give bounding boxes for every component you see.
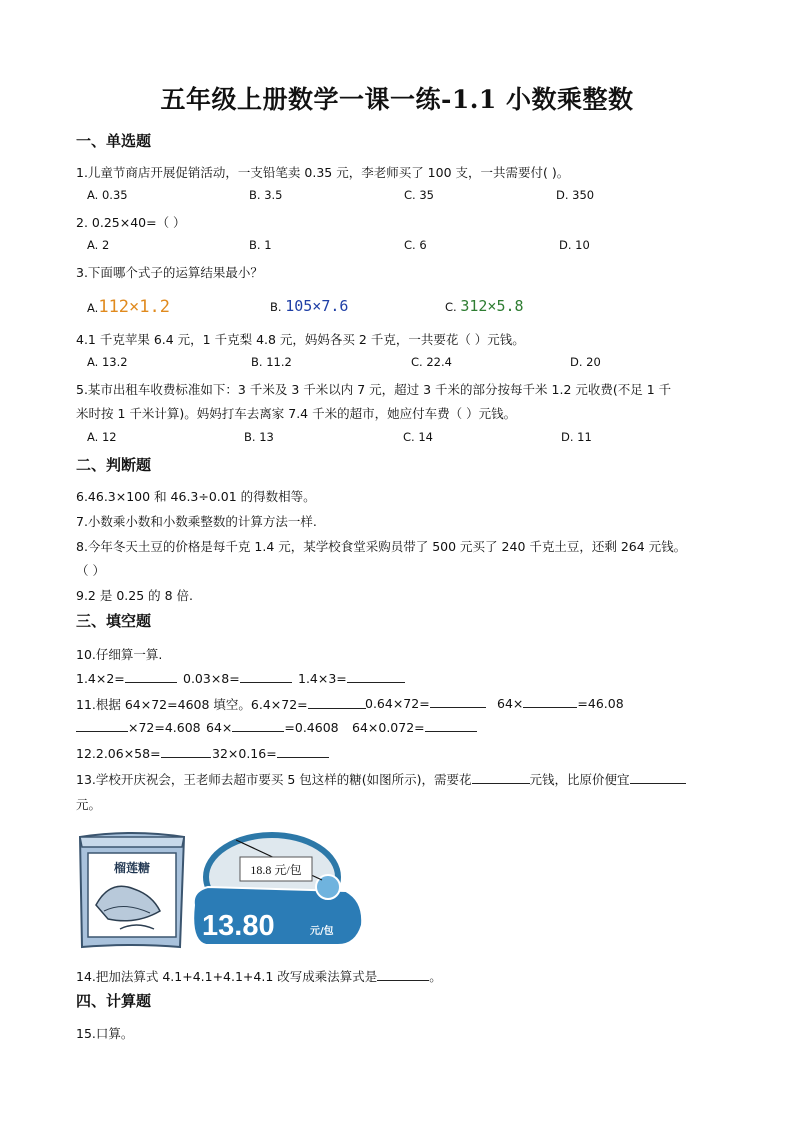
answer-blank[interactable] <box>277 745 329 758</box>
q4-option-c: C. 22.4 <box>411 355 452 369</box>
q2-option-b: B. 1 <box>249 238 272 252</box>
q11-item-f <box>352 719 477 735</box>
answer-blank[interactable] <box>472 771 530 784</box>
q2-option-d: D. 10 <box>559 238 590 252</box>
q2-option-a: A. 2 <box>87 238 110 252</box>
question-7: 7.小数乘小数和小数乘整数的计算方法一样. <box>76 514 317 529</box>
q13-mid: 元钱，比原价便宜 <box>529 772 630 787</box>
question-6: 6.46.3×100 和 46.3÷0.01 的得数相等。 <box>76 489 316 504</box>
question-12-a <box>76 745 211 761</box>
q11-c-label-1: 64× <box>497 696 524 711</box>
q5-option-a: A. 12 <box>87 430 117 444</box>
new-price-unit: 元/包 <box>310 926 334 937</box>
answer-blank[interactable] <box>425 719 477 732</box>
section-heading-fill-in: 三、填空题 <box>76 612 152 630</box>
q3-formula-b: 105×7.6 <box>285 297 349 315</box>
q11-d-label: ×72=4.608 <box>128 720 201 735</box>
question-11-line-1 <box>76 695 366 713</box>
q11-prefix: 11.根据 64×72=4608 填空。6.4×72= <box>76 697 308 712</box>
q1-option-c: C. 35 <box>404 188 434 202</box>
answer-blank[interactable] <box>347 670 405 683</box>
q3-option-c <box>445 297 524 315</box>
q10-item-3-label: 1.4×3= <box>298 671 347 686</box>
question-2: 2. 0.25×40=（ ） <box>76 215 186 230</box>
q11-b-label: 0.64×72= <box>365 696 430 711</box>
new-price: 13.80 <box>202 910 275 942</box>
answer-blank[interactable] <box>308 696 366 709</box>
question-9: 9.2 是 0.25 的 8 倍. <box>76 588 194 603</box>
answer-blank[interactable] <box>232 719 284 732</box>
question-4: 4.1 千克苹果 6.4 元，1 千克梨 4.8 元，妈妈各买 2 千克，一共要花（ ）元钱。 <box>76 332 525 347</box>
question-5-line-1: 5.某市出租车收费标准如下：3 千米及 3 千米以内 7 元，超过 3 千米的部分按每千米 1.2 元收费(不足 1 千 <box>76 382 672 397</box>
question-12-b <box>212 745 329 761</box>
q10-item-2 <box>183 670 292 686</box>
q11-item-c <box>497 695 624 711</box>
q10-item-1-label: 1.4×2= <box>76 671 125 686</box>
q13-text: 13.学校开庆祝会，王老师去超市要买 5 包这样的糖(如图所示)，需要花 <box>76 772 472 787</box>
q10-item-3 <box>298 670 405 686</box>
question-10: 10.仔细算一算. <box>76 647 163 662</box>
q3-option-b <box>270 297 348 315</box>
q5-option-d: D. 11 <box>561 430 592 444</box>
q4-option-b: B. 11.2 <box>251 355 292 369</box>
question-11-line-2 <box>76 719 201 735</box>
q2-option-c: C. 6 <box>404 238 427 252</box>
q11-item-b <box>365 695 486 711</box>
answer-blank[interactable] <box>630 771 686 784</box>
section-heading-true-false: 二、判断题 <box>76 456 152 474</box>
q1-option-d: D. 350 <box>556 188 595 202</box>
page-title: 五年级上册数学一课一练-1.1 小数乘整数 <box>160 85 634 114</box>
answer-blank[interactable] <box>161 745 211 758</box>
question-5-line-2: 米时按 1 千米计算)。妈妈打车去离家 7.4 千米的超市，她应付车费（ ）元钱。 <box>76 406 517 421</box>
answer-blank[interactable] <box>523 695 577 708</box>
question-8-line-1: 8.今年冬天土豆的价格是每千克 1.4 元，某学校食堂采购员带了 500 元买了 240 千克土豆，还剩 264 元钱。 <box>76 539 687 554</box>
q1-option-a: A. 0.35 <box>87 188 128 202</box>
q11-f-label: 64×0.072= <box>352 720 425 735</box>
q5-option-c: C. 14 <box>403 430 433 444</box>
candy-price-illustration <box>76 825 366 950</box>
q12-b-label: 32×0.16= <box>212 746 277 761</box>
candy-bag-icon <box>80 833 184 947</box>
question-14 <box>76 967 442 985</box>
answer-blank[interactable] <box>430 695 486 708</box>
answer-blank[interactable] <box>125 670 177 683</box>
q11-c-label-2: =46.08 <box>577 696 624 711</box>
question-13-line-1 <box>76 770 686 788</box>
answer-blank[interactable] <box>377 968 429 981</box>
q4-option-a: A. 13.2 <box>87 355 128 369</box>
q3-option-b-letter: B. <box>270 300 282 314</box>
q10-item-1 <box>76 670 177 686</box>
q4-option-d: D. 20 <box>570 355 601 369</box>
q14-end: 。 <box>429 969 442 984</box>
question-8-line-2: （ ） <box>76 563 105 578</box>
section-heading-single-choice: 一、单选题 <box>76 132 152 150</box>
q3-formula-a: 112×1.2 <box>98 297 170 317</box>
answer-blank[interactable] <box>76 719 128 732</box>
q3-option-c-letter: C. <box>445 300 457 314</box>
q10-item-2-label: 0.03×8= <box>183 671 240 686</box>
q12-a-label: 12.2.06×58= <box>76 746 161 761</box>
q5-option-b: B. 13 <box>244 430 274 444</box>
q11-item-e <box>206 719 339 735</box>
candy-bag-label: 榴莲糖 <box>113 861 151 875</box>
section-heading-calculation: 四、计算题 <box>76 992 152 1010</box>
question-15: 15.口算。 <box>76 1026 134 1041</box>
q11-e-label-2: =0.4608 <box>284 720 339 735</box>
q3-formula-c: 312×5.8 <box>460 297 524 315</box>
q1-option-b: B. 3.5 <box>249 188 283 202</box>
q3-option-a-letter: A. <box>87 301 99 315</box>
question-13-line-2: 元。 <box>76 797 102 812</box>
question-3: 3.下面哪个式子的运算结果最小？ <box>76 265 263 280</box>
question-1: 1.儿童节商店开展促销活动，一支铅笔卖 0.35 元，李老师买了 100 支，一共需要付( )。 <box>76 165 570 180</box>
q3-option-a <box>87 297 170 317</box>
answer-blank[interactable] <box>240 670 292 683</box>
q11-e-label-1: 64× <box>206 720 233 735</box>
q14-text: 14.把加法算式 4.1+4.1+4.1+4.1 改写成乘法算式是 <box>76 969 378 984</box>
old-price: 18.8 元/包 <box>250 863 302 877</box>
